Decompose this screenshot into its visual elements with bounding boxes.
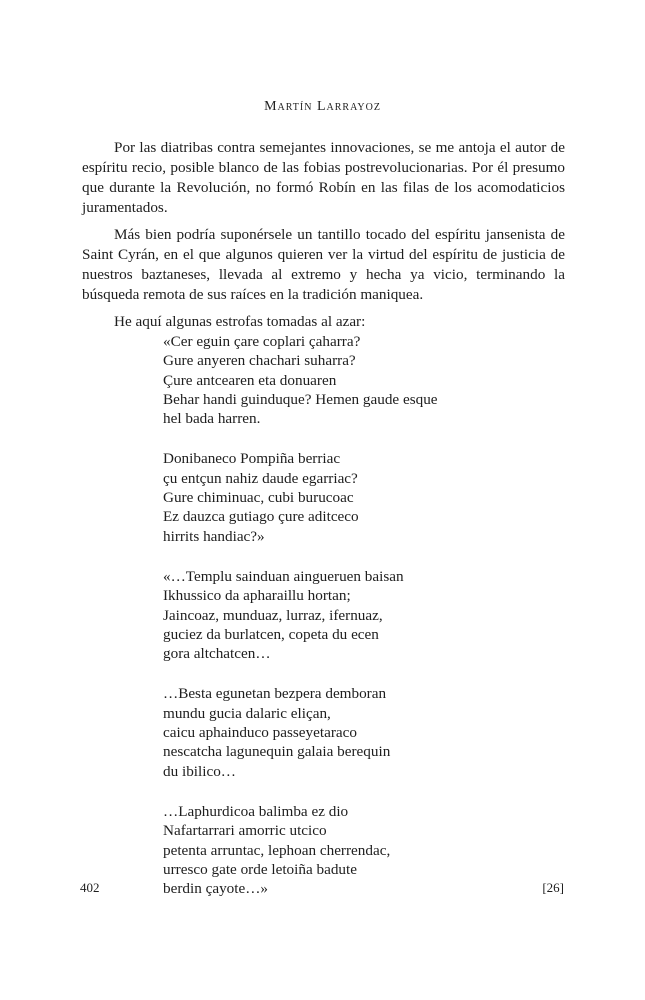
poem-line: Jaincoaz, munduaz, lurraz, ifernuaz, (163, 606, 383, 624)
poem-line: Donibaneco Pompiña berriac (163, 450, 341, 468)
poem-stanza (163, 684, 493, 780)
poem-line: mundu gucia dalaric eliçan, (163, 704, 331, 722)
poem-line: …Besta egunetan bezpera demboran (163, 685, 387, 703)
poem-stanza (163, 332, 493, 428)
running-head: Martín Larrayoz (264, 99, 381, 114)
poem-line: Çure antcearen eta donuaren (163, 371, 337, 389)
page-number: 402 (80, 880, 100, 895)
section-number: [26] (542, 880, 564, 895)
poem-line: nescatcha lagunequin galaia berequin (163, 743, 391, 761)
poem-line: Ikhussico da apharaillu hortan; (163, 587, 351, 605)
poem-line: petenta arruntac, lephoan cherrendac, (163, 841, 391, 859)
poem-line: «Cer eguin çare coplari çaharra? (163, 333, 361, 350)
paragraph: Más bien podría suponérsele un tantillo tocado del espíritu jansenista de Saint Cyrán, en el que algunos quieren ver la virtud del espíritu de justicia de nuestros baztaneses, llevada al extremo y hecha ya vicio, terminando la búsqueda remota de sus raíces en la tradición maniquea. (82, 226, 565, 303)
body-text (82, 138, 565, 339)
poem-line: …Laphurdicoa balimba ez dio (163, 802, 349, 820)
poem-line: hirrits handiac?» (163, 527, 265, 545)
poem-line: çu entçun nahiz daude egarriac? (163, 469, 358, 487)
poem-line: du ibilico… (163, 762, 236, 780)
poem-line: Behar handi guinduque? Hemen gaude esque (163, 390, 438, 408)
poem-stanza (163, 449, 493, 545)
poem-line: Nafartarrari amorric utcico (163, 822, 327, 840)
poem (163, 332, 493, 919)
poem-line: Gure chiminuac, cubi burucoac (163, 489, 354, 507)
poem-line: gora altchatcen… (163, 645, 271, 663)
poem-line: Gure anyeren chachari suharra? (163, 352, 356, 370)
paragraph: Por las diatribas contra semejantes innovaciones, se me antoja el autor de espíritu recio, posible blanco de las fobias postrevolucionarias. Por él presumo que durante la Revolución, no formó Robín en las filas de los acomodaticios juramentados. (82, 139, 565, 216)
poem-line: guciez da burlatcen, copeta du ecen (163, 625, 379, 643)
poem-line: urresco gate orde letoiña badute (163, 860, 357, 878)
poem-line: berdin çayote…» (163, 880, 269, 898)
poem-line: Ez dauzca gutiago çure aditceco (163, 508, 359, 526)
paragraph: He aquí algunas estrofas tomadas al azar: (114, 313, 366, 330)
poem-line: hel bada harren. (163, 410, 261, 428)
poem-stanza (163, 567, 493, 663)
poem-line: «…Templu sainduan aingueruen baisan (163, 567, 404, 585)
poem-stanza (163, 802, 493, 898)
poem-line: caicu aphainduco passeyetaraco (163, 724, 357, 742)
